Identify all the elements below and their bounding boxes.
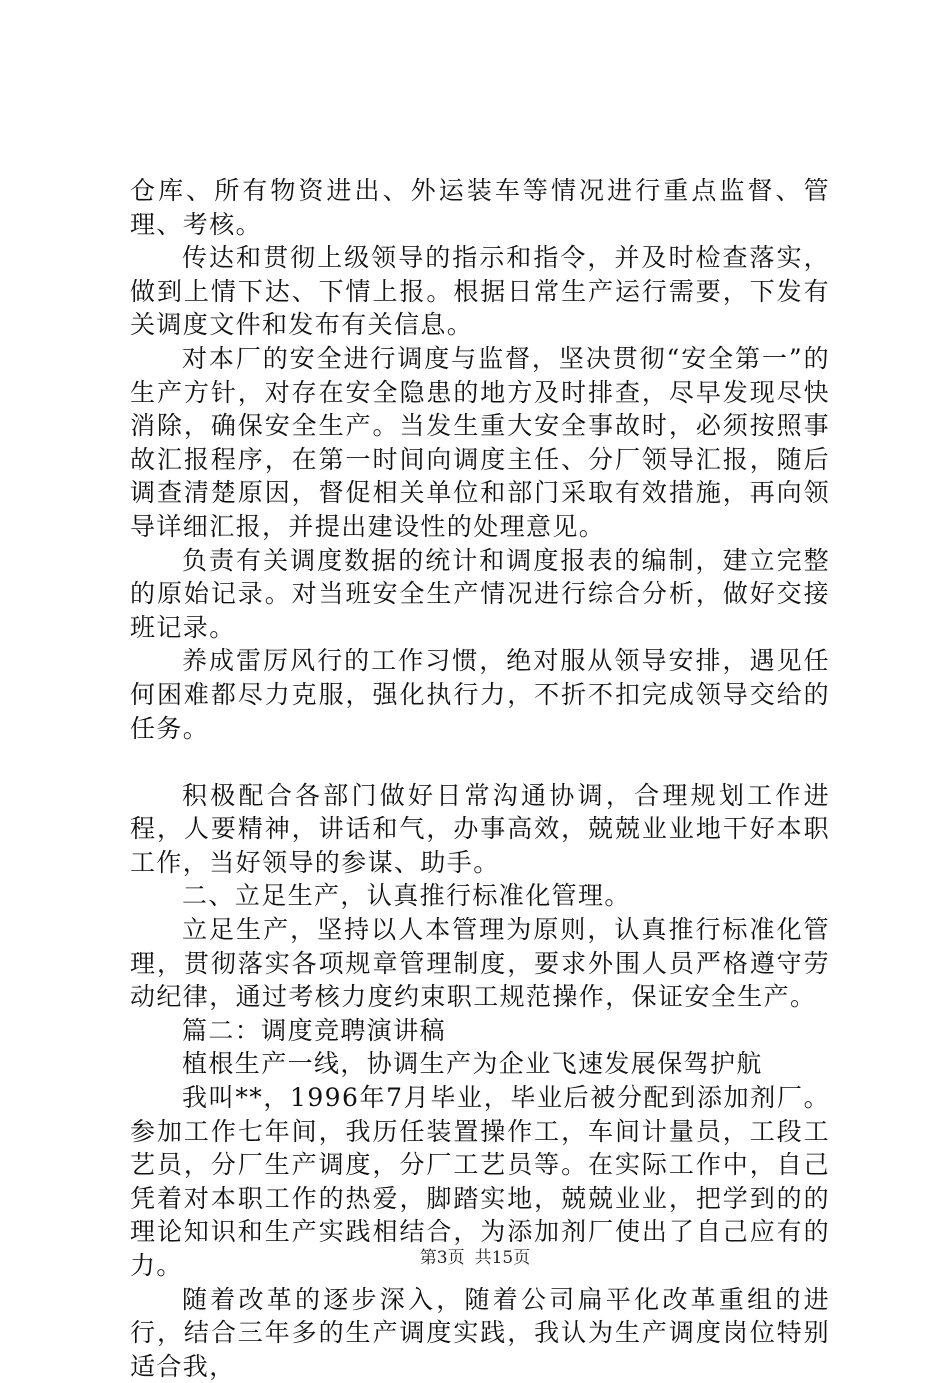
paragraph: 立足生产，坚持以人本管理为原则，认真推行标准化管理，贯彻落实各项规章管理制度，要求外围人员严格遵守劳动纪律，通过考核力度约束职工规范操作，保证安全生产。 [130, 915, 830, 1012]
paragraph: 负责有关调度数据的统计和调度报表的编制，建立完整的原始记录。对当班安全生产情况进行综合分析，做好交接班记录。 [130, 545, 830, 642]
paragraph: 随着改革的逐步深入，随着公司扁平化改革重组的进行，结合三年多的生产调度实践，我认为生产调度岗位特别适合我， [130, 1284, 830, 1381]
paragraph: 传达和贯彻上级领导的指示和指令，并及时检查落实，做到上情下达、下情上报。根据日常生产运行需要，下发有关调度文件和发布有关信息。 [130, 243, 830, 340]
paragraph: 仓库、所有物资进出、外运装车等情况进行重点监督、管理、考核。 [130, 176, 830, 239]
section-heading: 篇二：调度竞聘演讲稿 [182, 1015, 447, 1045]
page-footer [0, 1243, 950, 1268]
paragraph: 积极配合各部门做好日常沟通协调，合理规划工作进程，人要精神，讲话和气，办事高效，兢兢业业地干好本职工作，当好领导的参谋、助手。 [130, 780, 830, 877]
page-number: 第3页 [419, 1248, 465, 1268]
speech-title: 植根生产一线，协调生产为企业飞速发展保驾护航 [182, 1049, 763, 1079]
paragraph: 我叫**，1996年7月毕业，毕业后被分配到添加剂厂。参加工作七年间，我历任装置操作工，车间计量员，工段工艺员，分厂生产调度，分厂工艺员等。在实际工作中，自己凭着对本职工作的热爱，脚踏实地，兢兢业业，把学到的的理论知识和生产实践相结合，为添加剂厂使出了自己应有的力。 [130, 1083, 830, 1280]
section-heading: 二、立足生产，认真推行标准化管理。 [182, 881, 631, 911]
paragraph: 养成雷厉风行的工作习惯，绝对服从领导安排，遇见任何困难都尽力克服，强化执行力，不折不扣完成领导交给的任务。 [130, 646, 830, 743]
document-body [130, 174, 830, 1383]
page-total: 共15页 [474, 1248, 531, 1268]
paragraph: 对本厂的安全进行调度与监督，坚决贯彻“安全第一”的生产方针，对存在安全隐患的地方及时排查，尽早发现尽快消除，确保安全生产。当发生重大安全事故时，必须按照事故汇报程序，在第一时间向调度主任、分厂领导汇报，随后调查清楚原因，督促相关单位和部门采取有效措施，再向领导详细汇报，并提出建设性的处理意见。 [130, 343, 830, 541]
